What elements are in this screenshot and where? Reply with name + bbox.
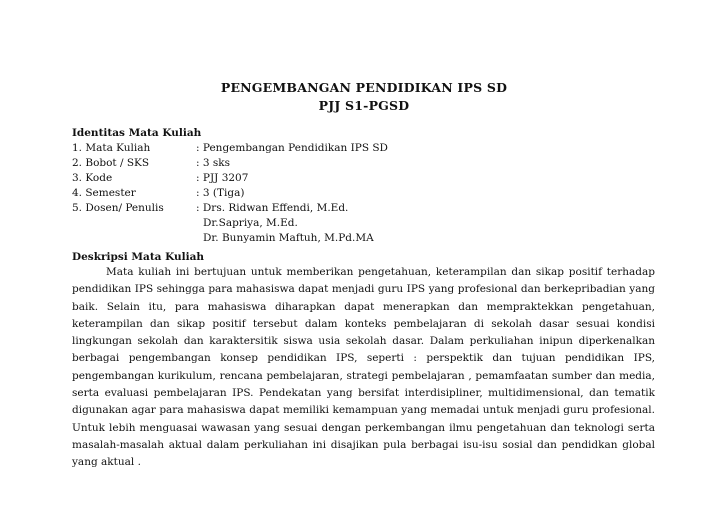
deskripsi-paragraph: Mata kuliah ini bertujuan untuk memberikan pengetahuan, keterampilan dan sikap positif terhadap pendidikan IPS sehingga para mahasiswa dapat menjadi guru IPS yang profesional dan berkepribadian yang baik. Selain itu, para mahasiswa diharapkan dapat menerapkan dan mempraktekkan pengetahuan, keterampilan dan sikap positif tersebut dalam konteks pembelajaran di sekolah dasar sesuai kondisi lingkungan sekolah dan karaktersitik siswa usia sekolah dasar. Dalam perkuliahan inipun diperkenalkan berbagai pengembangan konsep pendidikan IPS, seperti : perspektik dan tujuan pendidikan IPS, pengembangan kurikulum, rencana pembelajaran, strategi pembelajaran , pemamfaatan sumber dan media, serta evaluasi pembelajaran IPS. Pendekatan yang bersifat interdisipliner, multidimensional, dan tematik digunakan agar para mahasiswa dapat memiliki kemampuan yang memadai untuk menjadi guru profesional. Untuk lebih menguasai wawasan yang sesuai dengan perkembangan ilmu pengetahuan dan teknologi serta masalah-masalah aktual dalam perkuliahan ini disajikan pula berbagai isu-isu sosial dan pendidkan global yang aktual . bbox=[72, 266, 655, 469]
row-value: : Drs. Ridwan Effendi, M.Ed. bbox=[196, 202, 349, 214]
row-label: 2. Bobot / SKS bbox=[72, 157, 150, 169]
row-value: : 3 (Tiga) bbox=[196, 187, 245, 199]
row-label: 4. Semester bbox=[72, 187, 136, 199]
row-value: : Pengembangan Pendidikan IPS SD bbox=[196, 142, 388, 154]
deskripsi-heading: Deskripsi Mata Kuliah bbox=[72, 251, 205, 263]
document-title: PENGEMBANGAN PENDIDIKAN IPS SD bbox=[220, 80, 508, 95]
row-label: 1. Mata Kuliah bbox=[72, 142, 151, 154]
dosen-name-2: Dr.Sapriya, M.Ed. bbox=[203, 217, 298, 229]
row-label: 5. Dosen/ Penulis bbox=[72, 202, 164, 214]
dosen-name-3: Dr. Bunyamin Maftuh, M.Pd.MA bbox=[203, 232, 374, 244]
row-label: 3. Kode bbox=[72, 172, 113, 184]
document-subtitle: PJJ S1-PGSD bbox=[318, 98, 410, 113]
row-value: : PJJ 3207 bbox=[196, 172, 249, 184]
identitas-heading: Identitas Mata Kuliah bbox=[72, 127, 202, 139]
row-value: : 3 sks bbox=[196, 157, 231, 169]
